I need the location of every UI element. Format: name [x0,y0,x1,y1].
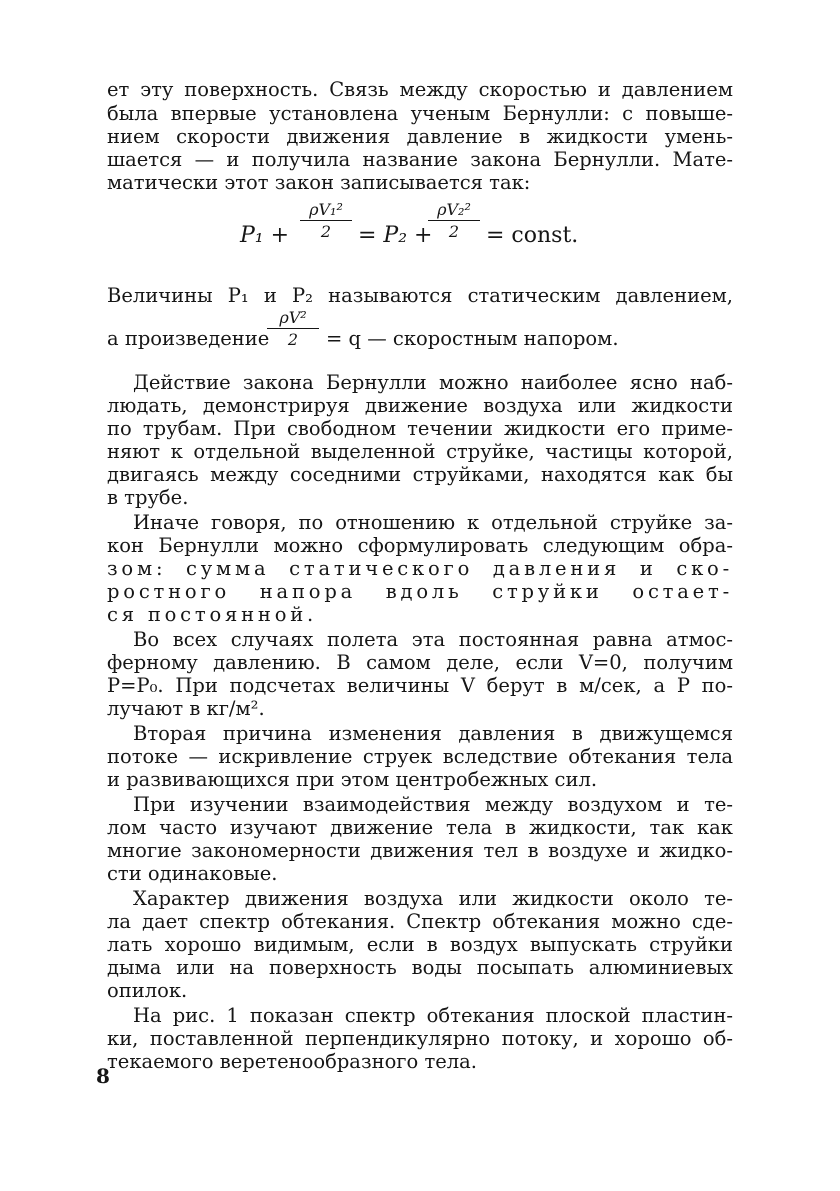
text-line: нием скорости движения давление в жидкости умень- [107,125,733,148]
text-line: ферному давлению. В самом деле, если V=0, получим [107,651,733,674]
text-line: ет эту поверхность. Связь между скоростью и давлением [107,78,733,101]
fraction-numerator: ρV₁² [309,200,343,219]
text-fragment: = q — скоростным напором. [326,327,619,350]
text-line: ся постоянной. [107,603,318,626]
text-line: Величины P₁ и P₂ называются статическим давлением, [107,284,733,307]
formula-fraction-1 [300,200,352,243]
text-line: лать хорошо видимым, если в воздух выпускать струйки [107,933,733,956]
text-line: ла дает спектр обтекания. Спектр обтекания можно сде- [107,910,733,933]
formula-rhs: = const. [486,223,579,248]
text-line: текаемого веретенообразного тела. [107,1050,478,1073]
text-line: кон Бернулли можно сформулировать следующим обра- [107,534,733,557]
dynamic-pressure-fraction [267,308,319,351]
formula-p2: = P₂ + [358,223,433,248]
fraction-numerator: ρV² [279,308,307,327]
text-line: Характер движения воздуха или жидкости около те- [133,887,733,910]
text-line: по трубам. При свободном течении жидкости его приме- [107,417,733,440]
fraction-numerator: ρV₂² [437,200,471,219]
text-line: На рис. 1 показан спектр обтекания плоской пластин- [133,1004,733,1027]
text-line: потоке — искривление струек вследствие обтекания тела [107,745,733,768]
formula-p1: P₁ + [240,223,290,248]
text-line: людать, демонстрируя движение воздуха или жидкости [107,394,733,417]
text-line: в трубе. [107,486,189,509]
formula-fraction-2 [428,200,480,243]
text-line: сти одинаковые. [107,862,278,885]
fraction-denominator: 2 [287,330,299,349]
text-line: P=P₀. При подсчетах величины V берут в м/сек, а P по- [107,674,733,697]
text-line: опилок. [107,979,188,1002]
text-line: матически этот закон записывается так: [107,171,531,194]
text-line: и развивающихся при этом центробежных сил. [107,768,598,791]
fraction-denominator: 2 [448,222,460,241]
text-line: Вторая причина изменения давления в движущемся [133,722,733,745]
text-line: лучают в кг/м². [107,697,265,720]
text-line: дыма или на поверхность воды посыпать алюминиевых [107,956,733,979]
text-line: Иначе говоря, по отношению к отдельной струйке за- [133,511,733,534]
fraction-denominator: 2 [320,222,332,241]
text-fragment: а произведение [107,327,270,350]
text-line: лом часто изучают движение тела в жидкости, так как [107,816,733,839]
text-line: Во всех случаях полета эта постоянная равна атмос- [133,628,733,651]
bernoulli-equation [0,200,840,270]
text-line: многие закономерности движения тел в воздухе и жидко- [107,839,733,862]
text-line: ростного напора вдоль струйки остает- [107,580,733,603]
text-line: няют к отдельной выделенной струйке, частицы которой, [107,440,733,463]
text-line: шается — и получила название закона Бернулли. Мате- [107,148,733,171]
page-number: 8 [96,1064,110,1088]
text-line: ки, поставленной перпендикулярно потоку, и хорошо об- [107,1027,733,1050]
text-line: При изучении взаимодействия между воздухом и те- [133,793,733,816]
text-line: была впервые установлена ученым Бернулли: с повыше- [107,102,733,125]
text-line: Действие закона Бернулли можно наиболее ясно наб- [133,371,733,394]
text-line: зом: сумма статического давления и ско- [107,557,733,580]
text-line: двигаясь между соседними струйками, находятся как бы [107,463,733,486]
